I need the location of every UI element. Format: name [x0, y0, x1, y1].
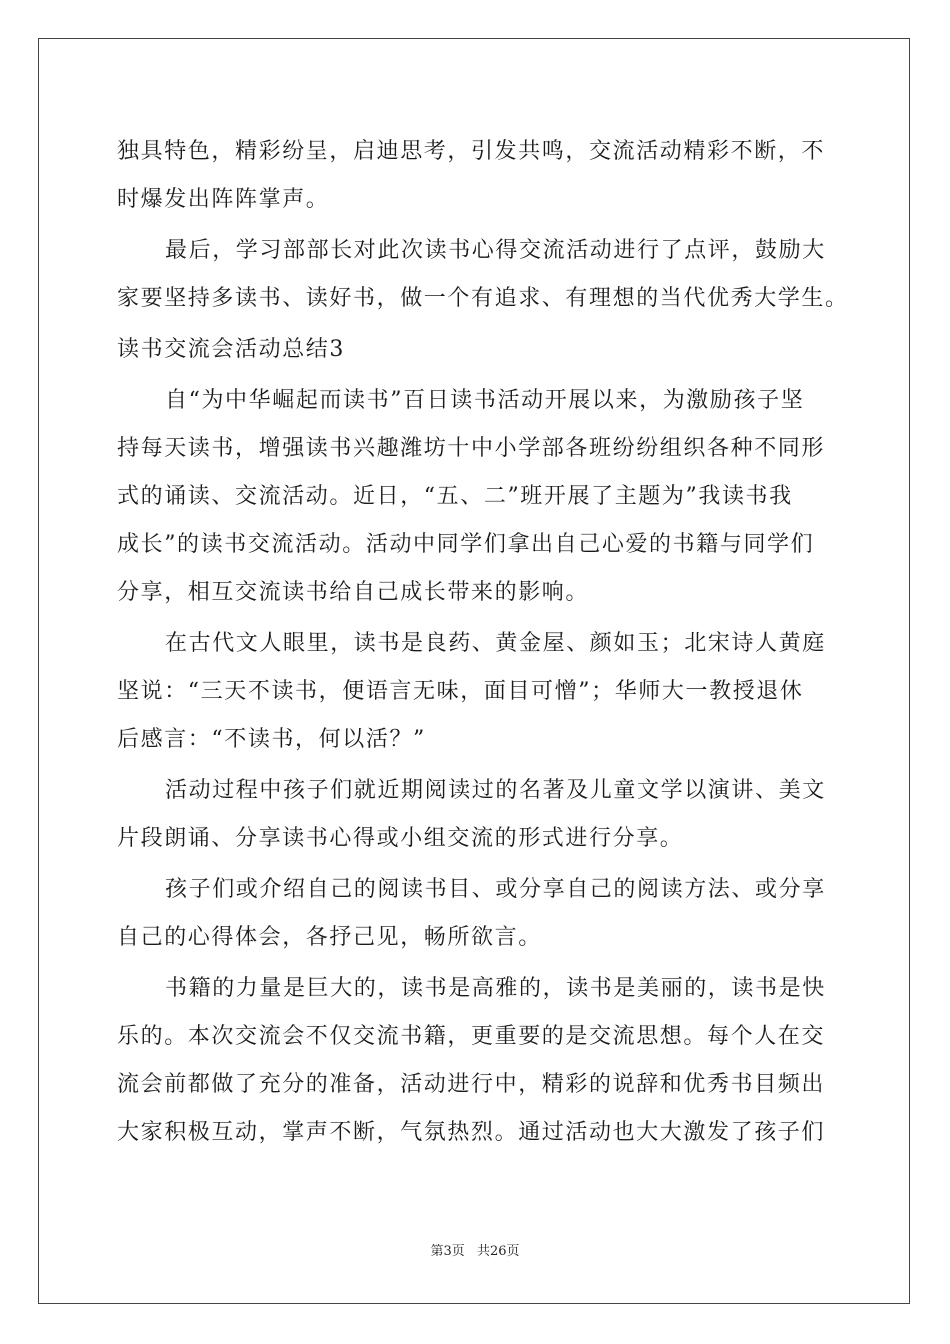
- text-line: 成长”的读书交流活动。活动中同学们拿出自己心爱的书籍与同学们: [117, 532, 815, 557]
- text-line: 时爆发出阵阵掌声。: [117, 187, 330, 212]
- text-line: 孩子们或介绍自己的阅读书目、或分享自己的阅读方法、或分享: [165, 877, 826, 902]
- document-body: [117, 128, 849, 1160]
- paragraph: [117, 767, 837, 863]
- text-line: 书籍的力量是巨大的，读书是高雅的，读书是美丽的，读书是快: [165, 976, 826, 1001]
- paragraph: [117, 965, 837, 1157]
- text-line: 大家积极互动，掌声不断，气氛热烈。通过活动也大大激发了孩子们: [117, 1120, 826, 1145]
- page-number: 第3页: [430, 1244, 465, 1259]
- paragraph: [117, 620, 837, 764]
- text-line: 片段朗诵、分享读书心得或小组交流的形式进行分享。: [117, 826, 684, 851]
- text-line: 活动过程中孩子们就近期阅读过的名著及儿童文学以演讲、美文: [165, 778, 826, 803]
- text-line: 最后，学习部部长对此次读书心得交流活动进行了点评，鼓励大: [165, 238, 826, 263]
- paragraph: [117, 227, 849, 323]
- page-total: 共26页: [476, 1244, 520, 1259]
- text-line: 独具特色，精彩纷呈，启迪思考，引发共鸣，交流活动精彩不断，不: [117, 139, 826, 164]
- paragraph: [117, 326, 837, 374]
- text-line: 坚说：“三天不读书，便语言无味，面目可憎”；华师大一教授退休: [117, 679, 804, 704]
- paragraph: [117, 128, 837, 224]
- text-line: 自己的心得体会，各抒己见，畅所欲言。: [117, 925, 542, 950]
- text-line: 自“为中华崛起而读书”百日读书活动开展以来，为激励孩子坚: [165, 388, 805, 413]
- text-line: 分享，相互交流读书给自己成长带来的影响。: [117, 580, 590, 605]
- text-line: 家要坚持多读书、读好书，做一个有追求、有理想的当代优秀大学生。: [117, 286, 849, 311]
- text-line: 在古代文人眼里，读书是良药、黄金屋、颜如玉；北宋诗人黄庭: [165, 631, 826, 656]
- text-line: 乐的。本次交流会不仅交流书籍，更重要的是交流思想。每个人在交: [117, 1024, 826, 1049]
- paragraph: [117, 866, 837, 962]
- text-line: 读书交流会活动总结3: [117, 337, 345, 362]
- text-line: 流会前都做了充分的准备，活动进行中，精彩的说辞和优秀书目频出: [117, 1072, 826, 1097]
- paragraph: [117, 377, 837, 617]
- text-line: 后感言：“不读书，何以活？”: [117, 727, 426, 752]
- text-line: 持每天读书，增强读书兴趣潍坊十中小学部各班纷纷组织各种不同形: [117, 436, 826, 461]
- page-footer: [0, 1240, 950, 1259]
- text-line: 式的诵读、交流活动。近日，“五、二”班开展了主题为”我读书我: [117, 484, 793, 509]
